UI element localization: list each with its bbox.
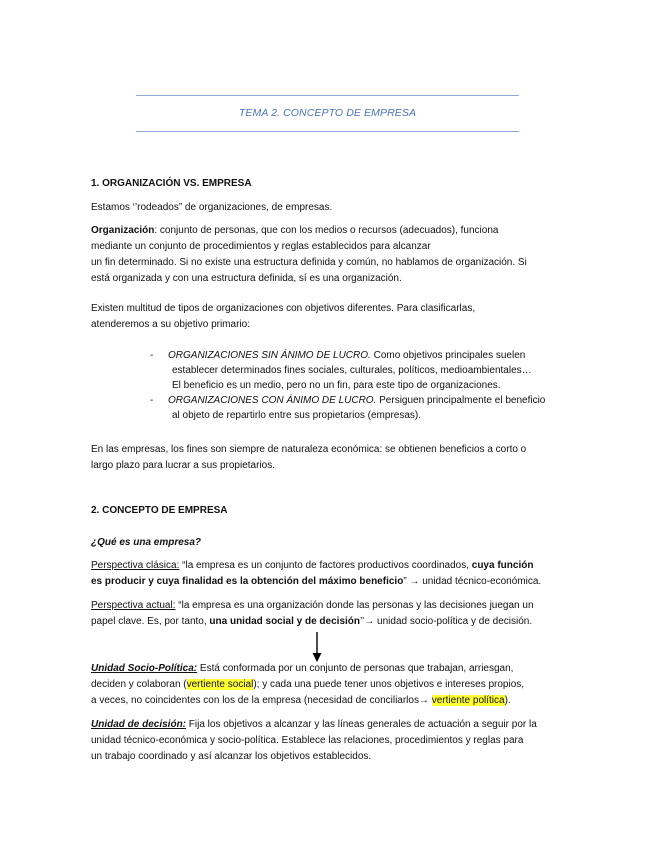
list-item: - ORGANIZACIONES SIN ÁNIMO DE LUCRO. Como objetivos principales suelen establecer determinados fines sociales, culturales, políticos, medioambientales… El beneficio es un medio, pero no un fin, para este tipo de organizaciones. [150,350,532,391]
title-top-rule [136,95,519,96]
section2-question: ¿Qué es una empresa? [91,537,202,548]
section2-heading: 2. CONCEPTO DE EMPRESA [91,505,228,516]
organization-types-list [150,348,570,423]
definition-line-4: está organizada y con una estructura definida, sí es una organización. [91,273,402,284]
unidad-de-decision-label: Unidad de decisión: [91,719,187,730]
organizacion-definition [91,223,566,287]
unidad-socio-politica: Unidad Socio-Política: Está conformada por un conjunto de personas que trabajan, arriesgan, deciden y colaboran (vertiente social); y cada una puede tener unos objetivos e intereses propios, a veces, no coincidentes con los de la empresa (necesidad de conciliarlos→ vertiente política). [91,663,525,706]
vertiente-social-highlight: vertiente social [186,679,254,690]
definition-line-1: Organización: conjunto de personas, que con los medios o recursos (adecuados), funciona [91,225,499,236]
perspectiva-clasica: Perspectiva clásica: “la empresa es un conjunto de factores productivos coordinados, cuya función es producir y cuya finalidad es la obtención del máximo beneficio” → unidad técnico-económica. [91,560,542,587]
list-item: - ORGANIZACIONES CON ÁNIMO DE LUCRO. Persiguen principalmente el beneficio al objeto de repartirlo entre sus propietarios (empresas). [150,395,546,421]
section1-paragraph-4: En las empresas, los fines son siempre de naturaleza económica: se obtienen beneficios a corto o largo plazo para lucrar a sus propietarios. [91,444,527,471]
section1-paragraph-3: Existen multitud de tipos de organizaciones con objetivos diferentes. Para clasificarlas, atenderemos a su objetivo primario: [91,303,476,330]
perspectiva-actual-label: Perspectiva actual: [91,600,176,611]
perspectiva-actual: Perspectiva actual: “la empresa es una organización donde las personas y las decisiones juegan un papel clave. Es, por tanto, una unidad social y de decisión’’→ unidad socio-política y de decisión. [91,600,534,627]
definition-line-3: un fin determinado. Si no existe una estructura definida y común, no hablamos de organización. Si [91,257,527,268]
arrow-down-icon [311,632,323,662]
section1-paragraph-1: Estamos ‘’rodeados” de organizaciones, de empresas. [91,202,333,213]
perspectiva-clasica-label: Perspectiva clásica: [91,560,180,571]
section1-heading: 1. ORGANIZACIÓN VS. EMPRESA [91,178,252,189]
organizacion-term: Organización [91,225,155,236]
list-item-term: ORGANIZACIONES CON ÁNIMO DE LUCRO. [168,395,377,406]
list-item-term: ORGANIZACIONES SIN ÁNIMO DE LUCRO. [168,350,371,361]
title-bottom-rule [136,131,519,132]
unidad-socio-politica-label: Unidad Socio-Política: [91,663,198,674]
unidad-de-decision: Unidad de decisión: Fija los objetivos a alcanzar y las líneas generales de actuación a seguir por la unidad técnico-económica y socio-política. Establece las relaciones, procedimientos y reglas para un trabajo coordinado y así alcanzar los objetivos establecidos. [91,719,537,762]
document-title: TEMA 2. CONCEPTO DE EMPRESA [238,107,417,119]
vertiente-politica-highlight: vertiente política [431,695,505,706]
definition-line-2: mediante un conjunto de procedimientos y reglas establecidos para alcanzar [91,241,431,252]
